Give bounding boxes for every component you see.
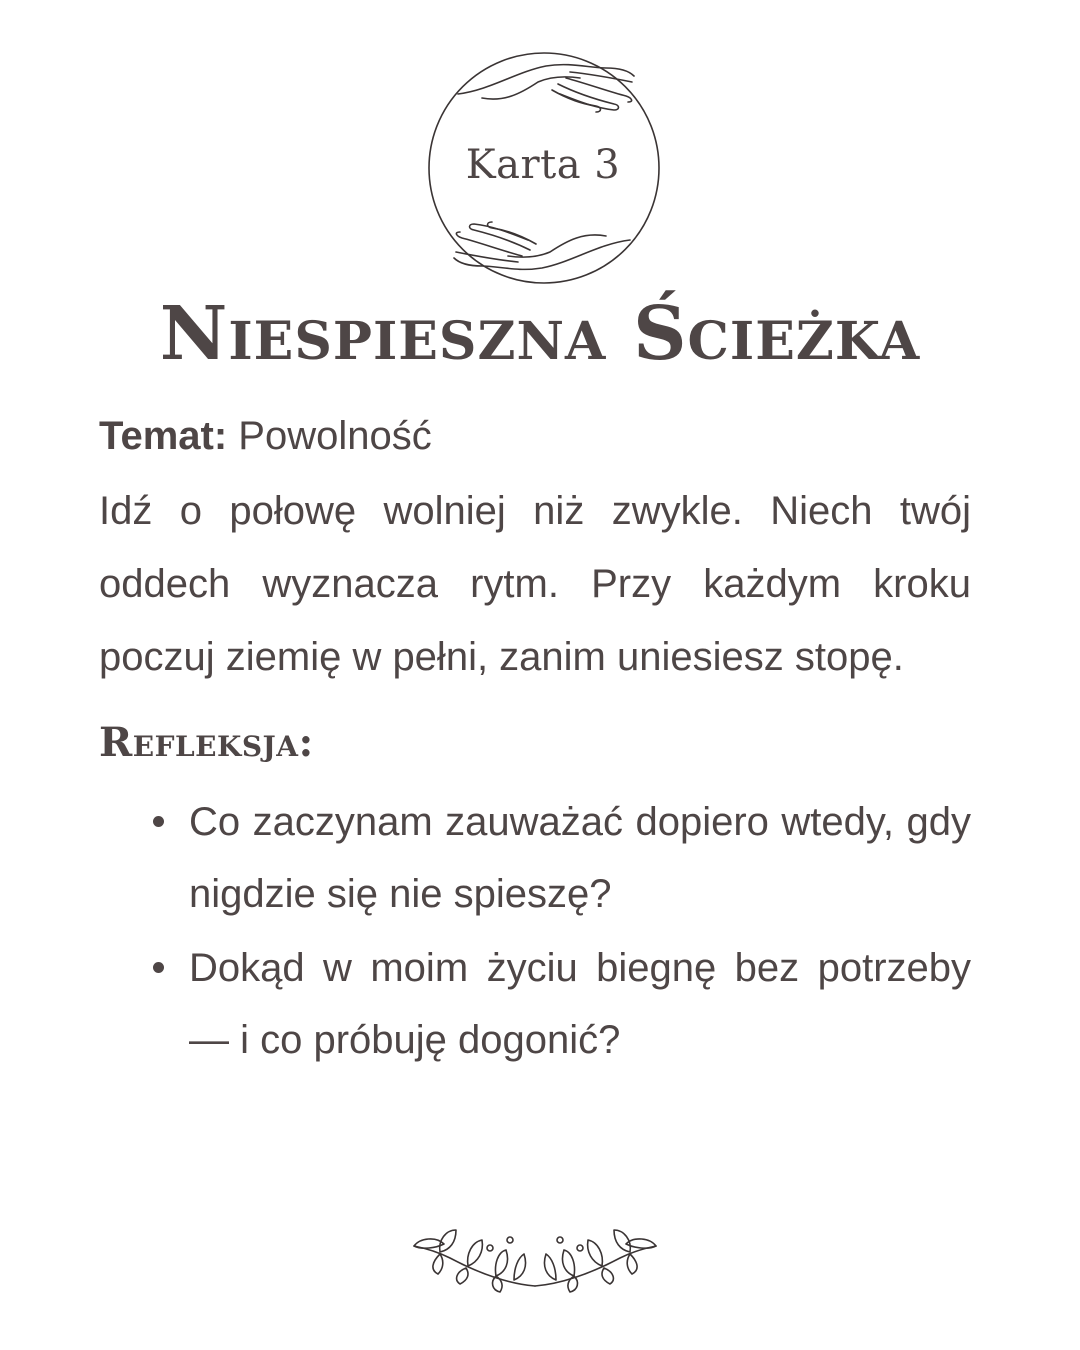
reflection-question-text: Dokąd w moim życiu biegnę bez potrzeby — i co próbuję dogonić? xyxy=(189,946,971,1062)
card-emblem xyxy=(420,42,660,292)
theme-line xyxy=(99,403,971,469)
reflection-heading: Refleksja: xyxy=(99,719,314,766)
bullet-icon xyxy=(153,962,164,973)
reflection-question-list xyxy=(99,786,971,1076)
card-number-label: Karta 3 xyxy=(465,142,621,188)
laurel-ornament xyxy=(410,1218,660,1298)
theme-value: Powolność xyxy=(238,414,432,458)
card-description: Idź o połowę wolniej niż zwykle. Niech twój oddech wyznacza rytm. Przy każdym kroku poczuj ziemię w pełni, zanim uniesiesz stopę. xyxy=(99,489,971,679)
theme-label: Temat: xyxy=(99,414,228,458)
bullet-icon xyxy=(153,816,164,827)
list-item xyxy=(189,932,971,1076)
card-title: Niespieszna Ścieżka xyxy=(159,291,921,377)
card-content xyxy=(99,403,971,1078)
list-item xyxy=(189,786,971,930)
laurel-ornament-icon xyxy=(410,1218,660,1298)
reflection-question-text: Co zaczynam zauważać dopiero wtedy, gdy nigdzie się nie spieszę? xyxy=(189,800,971,916)
